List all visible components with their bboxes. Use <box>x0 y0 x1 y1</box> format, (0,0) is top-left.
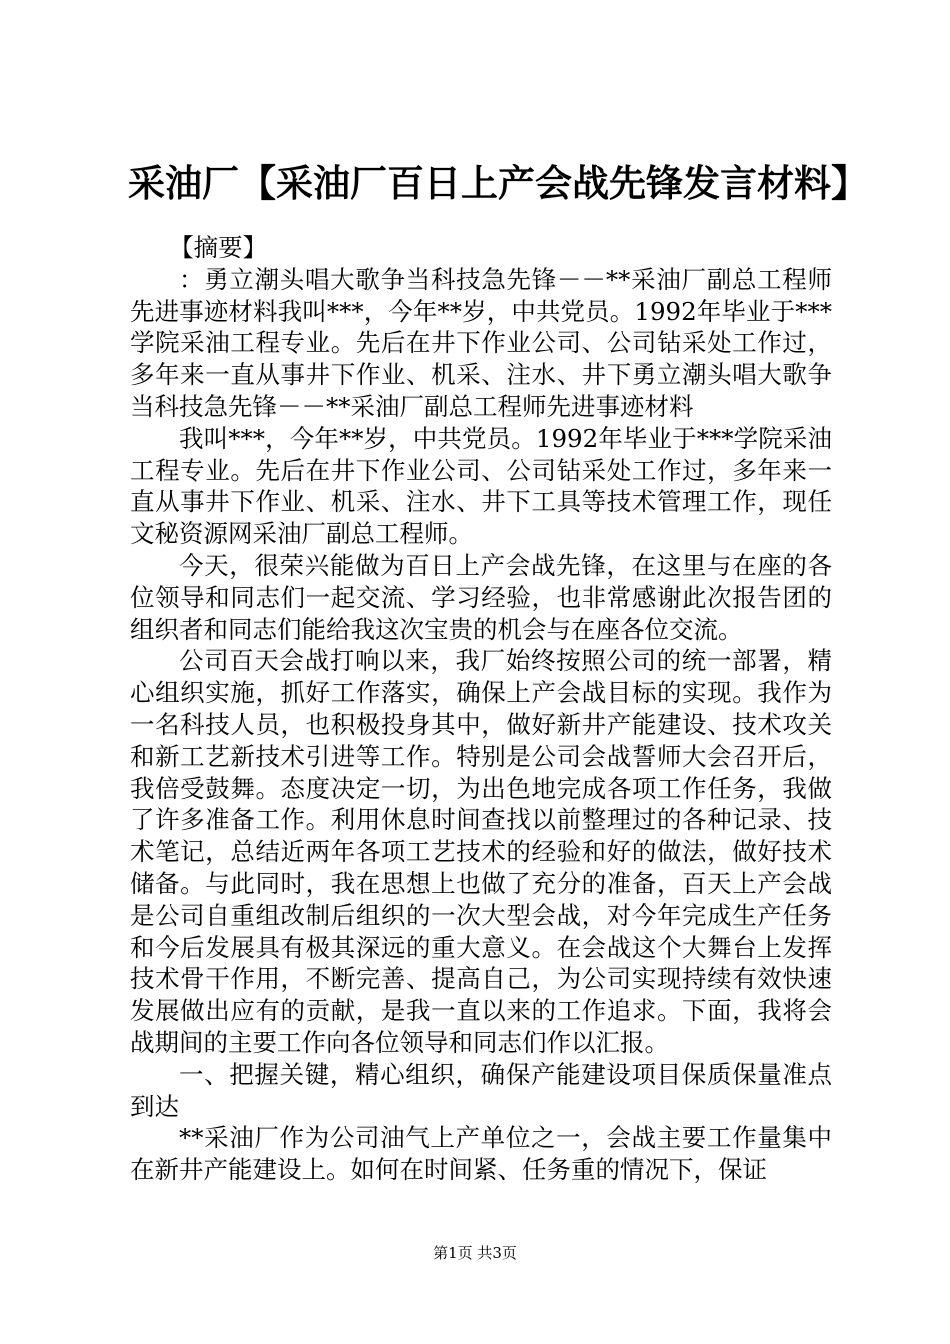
document-title: 采油厂【采油厂百日上产会战先锋发言材料】 <box>128 161 868 205</box>
paragraph: 今天，很荣兴能做为百日上产会战先锋，在这里与在座的各位领导和同志们一起交流、学习经验，也非常感谢此次报告团的组织者和同志们能给我这次宝贵的机会与在座各位交流。 <box>130 550 832 644</box>
abstract-label: 【摘要】 <box>169 233 268 262</box>
paragraph: 我叫***，今年**岁，中共党员。1992年毕业于***学院采油工程专业。先后在井下作业公司、公司钻采处工作过，多年来一直从事井下作业、机采、注水、井下工具等技术管理工作，现任文秘资源网采油厂副总工程师。 <box>130 423 832 549</box>
document-body <box>130 232 832 1186</box>
paragraph: 公司百天会战打响以来，我厂始终按照公司的统一部署，精心组织实施，抓好工作落实，确保上产会战目标的实现。我作为一名科技人员，也积极投身其中，做好新井产能建设、技术攻关和新工艺新技术引进等工作。特别是公司会战誓师大会召开后，我倍受鼓舞。态度决定一切，为出色地完成各项工作任务，我做了许多准备工作。利用休息时间查找以前整理过的各种记录、技术笔记，总结近两年各项工艺技术的经验和好的做法，做好技术储备。与此同时，我在思想上也做了充分的准备，百天上产会战是公司自重组改制后组织的一次大型会战，对今年完成生产任务和今后发展具有极其深远的重大意义。在会战这个大舞台上发挥技术骨干作用，不断完善、提高自己，为公司实现持续有效快速发展做出应有的贡献，是我一直以来的工作追求。下面，我将会战期间的主要工作向各位领导和同志们作以汇报。 <box>130 646 832 1057</box>
section-heading: 一、把握关键，精心组织，确保产能建设项目保质保量准点到达 <box>130 1059 832 1121</box>
paragraph: **采油厂作为公司油气上产单位之一，会战主要工作量集中在新井产能建设上。如何在时间紧、任务重的情况下，保证 <box>130 1123 832 1185</box>
paragraph: ：勇立潮头唱大歌争当科技急先锋－－**采油厂副总工程师先进事迹材料我叫***，今年**岁，中共党员。1992年毕业于***学院采油工程专业。先后在井下作业公司、公司钻采处工作过，多年来一直从事井下作业、机采、注水、井下勇立潮头唱大歌争当科技急先锋－－**采油厂副总工程师先进事迹材料 <box>130 264 832 421</box>
page-footer: 第1页 共3页 <box>433 1244 517 1262</box>
